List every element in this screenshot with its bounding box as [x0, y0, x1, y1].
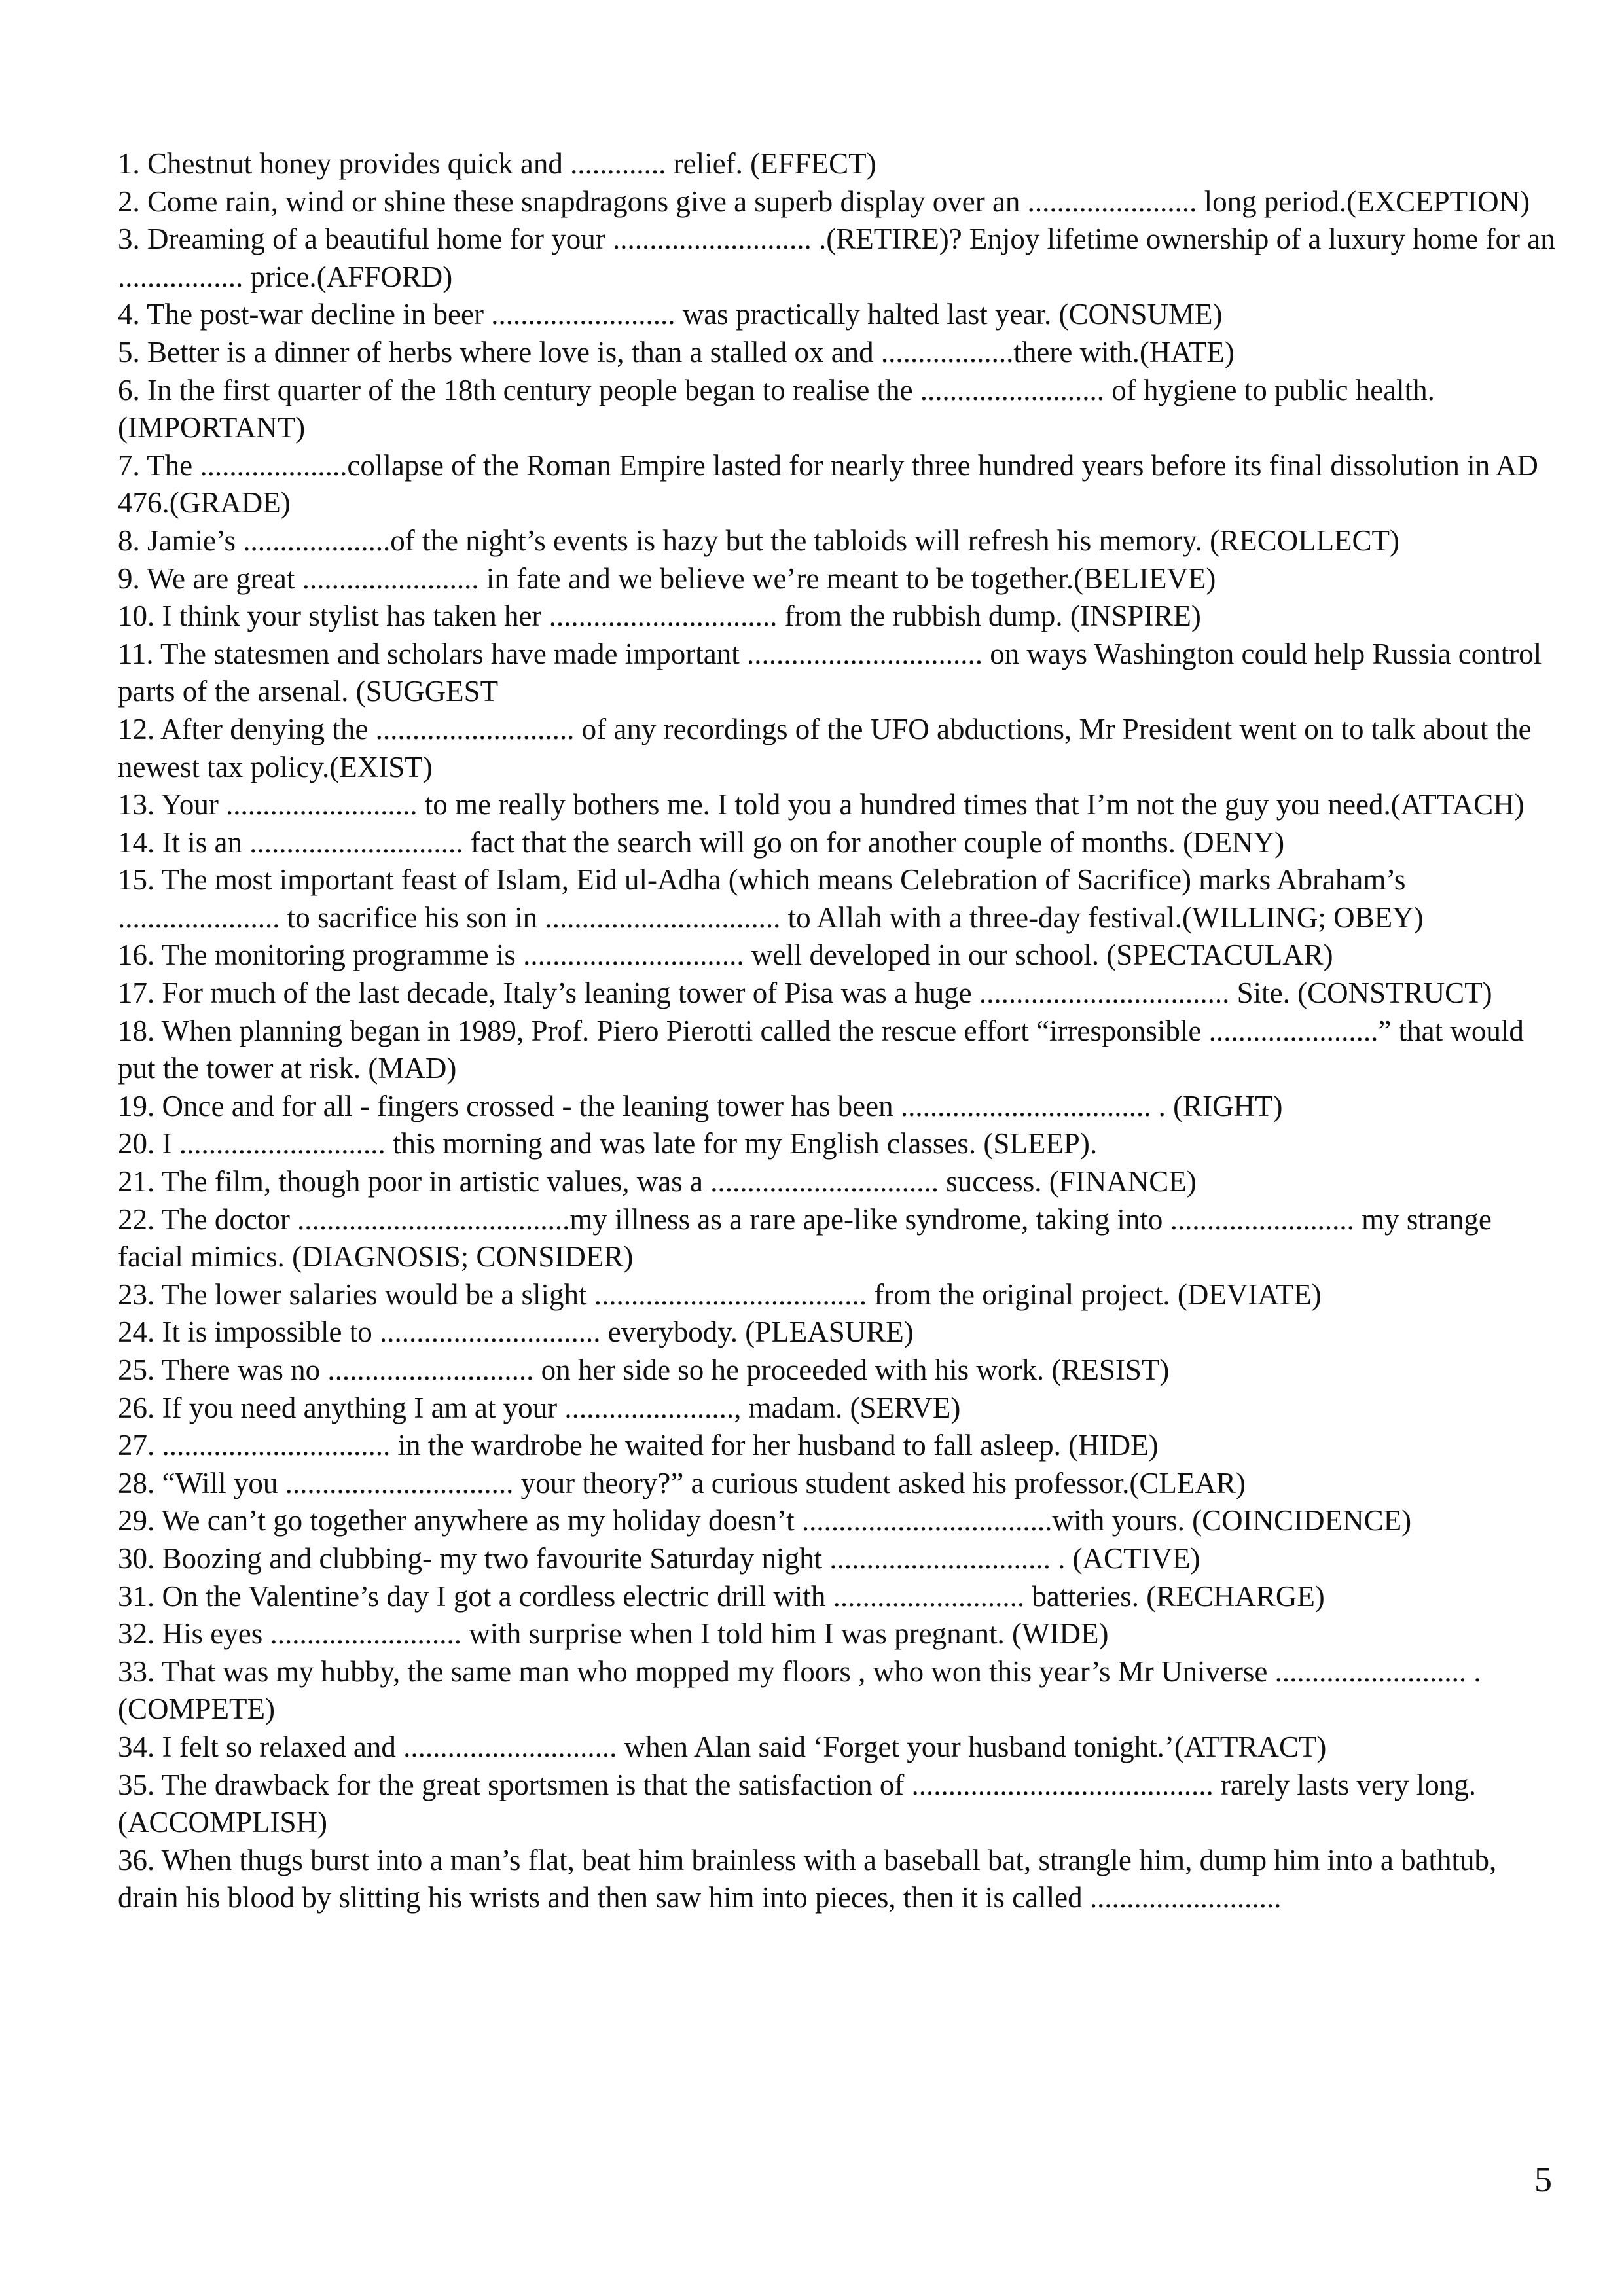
exercise-item-5: 5. Better is a dinner of herbs where love is, than a stalled ox and ..................there with.(HATE) [118, 335, 1235, 368]
exercise-item-26: 26. If you need anything I am at your ......................., madam. (SERVE) [118, 1391, 961, 1424]
exercise-item-12: 12. After denying the ........................... of any recordings of the UFO abductions, Mr President went on to talk about the newest tax policy.(EXIST) [118, 712, 1532, 783]
exercise-item-18: 18. When planning began in 1989, Prof. Piero Pierotti called the rescue effort “irresponsible .......................” that would put the tower at risk. (MAD) [118, 1014, 1524, 1085]
exercise-item-1: 1. Chestnut honey provides quick and ............. relief. (EFFECT) [118, 147, 876, 180]
exercise-item-34: 34. I felt so relaxed and ............................. when Alan said ‘Forget your husband tonight.’(ATTRACT) [118, 1730, 1327, 1763]
exercise-item-22: 22. The doctor .....................................my illness as a rare ape-like syndrome, taking into ......................... my strange facial mimics. (DIAGNOSIS; CONSIDER) [118, 1202, 1492, 1274]
exercise-item-3: 3. Dreaming of a beautiful home for your ........................... .(RETIRE)? Enjoy lifetime ownership of a luxury home for an ................. price.(AFFORD) [118, 223, 1555, 293]
exercise-item-8: 8. Jamie’s ....................of the night’s events is hazy but the tabloids will refresh his memory. (RECOLLECT) [118, 524, 1400, 557]
exercise-item-24: 24. It is impossible to .............................. everybody. (PLEASURE) [118, 1316, 914, 1349]
exercise-item-9: 9. We are great ........................ in fate and we believe we’re meant to be together.(BELIEVE) [118, 562, 1216, 595]
exercise-item-30: 30. Boozing and clubbing- my two favourite Saturday night .............................. . (ACTIVE) [118, 1541, 1200, 1575]
page-number: 5 [1534, 2160, 1552, 2199]
exercise-item-10: 10. I think your stylist has taken her ............................... from the rubbish dump. (INSPIRE) [118, 600, 1201, 633]
exercise-item-2: 2. Come rain, wind or shine these snapdragons give a superb display over an ....................... long period.(EXCEPTION) [118, 185, 1530, 218]
exercise-item-21: 21. The film, though poor in artistic values, was a ............................... success. (FINANCE) [118, 1165, 1197, 1198]
exercise-item-14: 14. It is an ............................. fact that the search will go on for another couple of months. (DENY) [118, 825, 1285, 859]
exercise-item-6: 6. In the first quarter of the 18th century people began to realise the ......................... of hygiene to public health.(IMPORTANT) [118, 373, 1435, 444]
exercise-item-28: 28. “Will you ............................... your theory?” a curious student asked his professor.(CLEAR) [118, 1466, 1246, 1499]
exercise-item-20: 20. I ............................ this morning and was late for my English classes. (SLEEP). [118, 1127, 1098, 1160]
exercise-item-15: 15. The most important feast of Islam, Eid ul-Adha (which means Celebration of Sacrifice) marks Abraham’s ...................... to sacrifice his son in ................................ to Allah with a three-day festival.(WILLING; OBEY) [118, 863, 1424, 934]
exercise-item-13: 13. Your .......................... to me really bothers me. I told you a hundred times that I’m not the guy you need.(ATTACH) [118, 788, 1525, 821]
exercise-item-32: 32. His eyes .......................... with surprise when I told him I was pregnant. (WIDE) [118, 1617, 1109, 1651]
exercise-item-33: 33. That was my hubby, the same man who mopped my floors , who won this year’s Mr Universe .......................... . (COMPETE) [118, 1655, 1481, 1726]
exercise-item-17: 17. For much of the last decade, Italy’s leaning tower of Pisa was a huge .................................. Site. (CONSTRUCT) [118, 977, 1492, 1010]
exercise-item-31: 31. On the Valentine’s day I got a cordless electric drill with .......................... batteries. (RECHARGE) [118, 1579, 1325, 1613]
exercise-item-23: 23. The lower salaries would be a slight ..................................... from the original project. (DEVIATE) [118, 1278, 1322, 1311]
exercise-item-7: 7. The ....................collapse of the Roman Empire lasted for nearly three hundred years before its final dissolution in AD 476.(GRADE) [118, 448, 1538, 520]
exercise-item-27: 27. ............................... in the wardrobe he waited for her husband to fall asleep. (HIDE) [118, 1429, 1159, 1462]
exercise-item-19: 19. Once and for all - fingers crossed - the leaning tower has been .................................. . (RIGHT) [118, 1089, 1283, 1122]
exercise-item-35: 35. The drawback for the great sportsmen is that the satisfaction of ......................................... rarely lasts very long. (ACCOMPLISH) [118, 1768, 1476, 1839]
exercise-item-16: 16. The monitoring programme is .............................. well developed in our school. (SPECTACULAR) [118, 939, 1333, 972]
exercise-item-29: 29. We can’t go together anywhere as my holiday doesn’t ..................................with yours. (COINCIDENCE) [118, 1504, 1412, 1537]
exercise-item-25: 25. There was no ............................ on her side so he proceeded with his work. (RESIST) [118, 1354, 1170, 1386]
exercise-list [118, 145, 1561, 1917]
exercise-item-11: 11. The statesmen and scholars have made important ................................ on ways Washington could help Russia control parts of the arsenal. (SUGGEST [118, 637, 1542, 708]
exercise-item-36: 36. When thugs burst into a man’s flat, beat him brainless with a baseball bat, strangle him, dump him into a bathtub, drain his blood by slitting his wrists and then saw him into pieces, then it is called .......................... [118, 1843, 1497, 1914]
exercise-item-4: 4. The post-war decline in beer ......................... was practically halted last year. (CONSUME) [118, 298, 1223, 331]
